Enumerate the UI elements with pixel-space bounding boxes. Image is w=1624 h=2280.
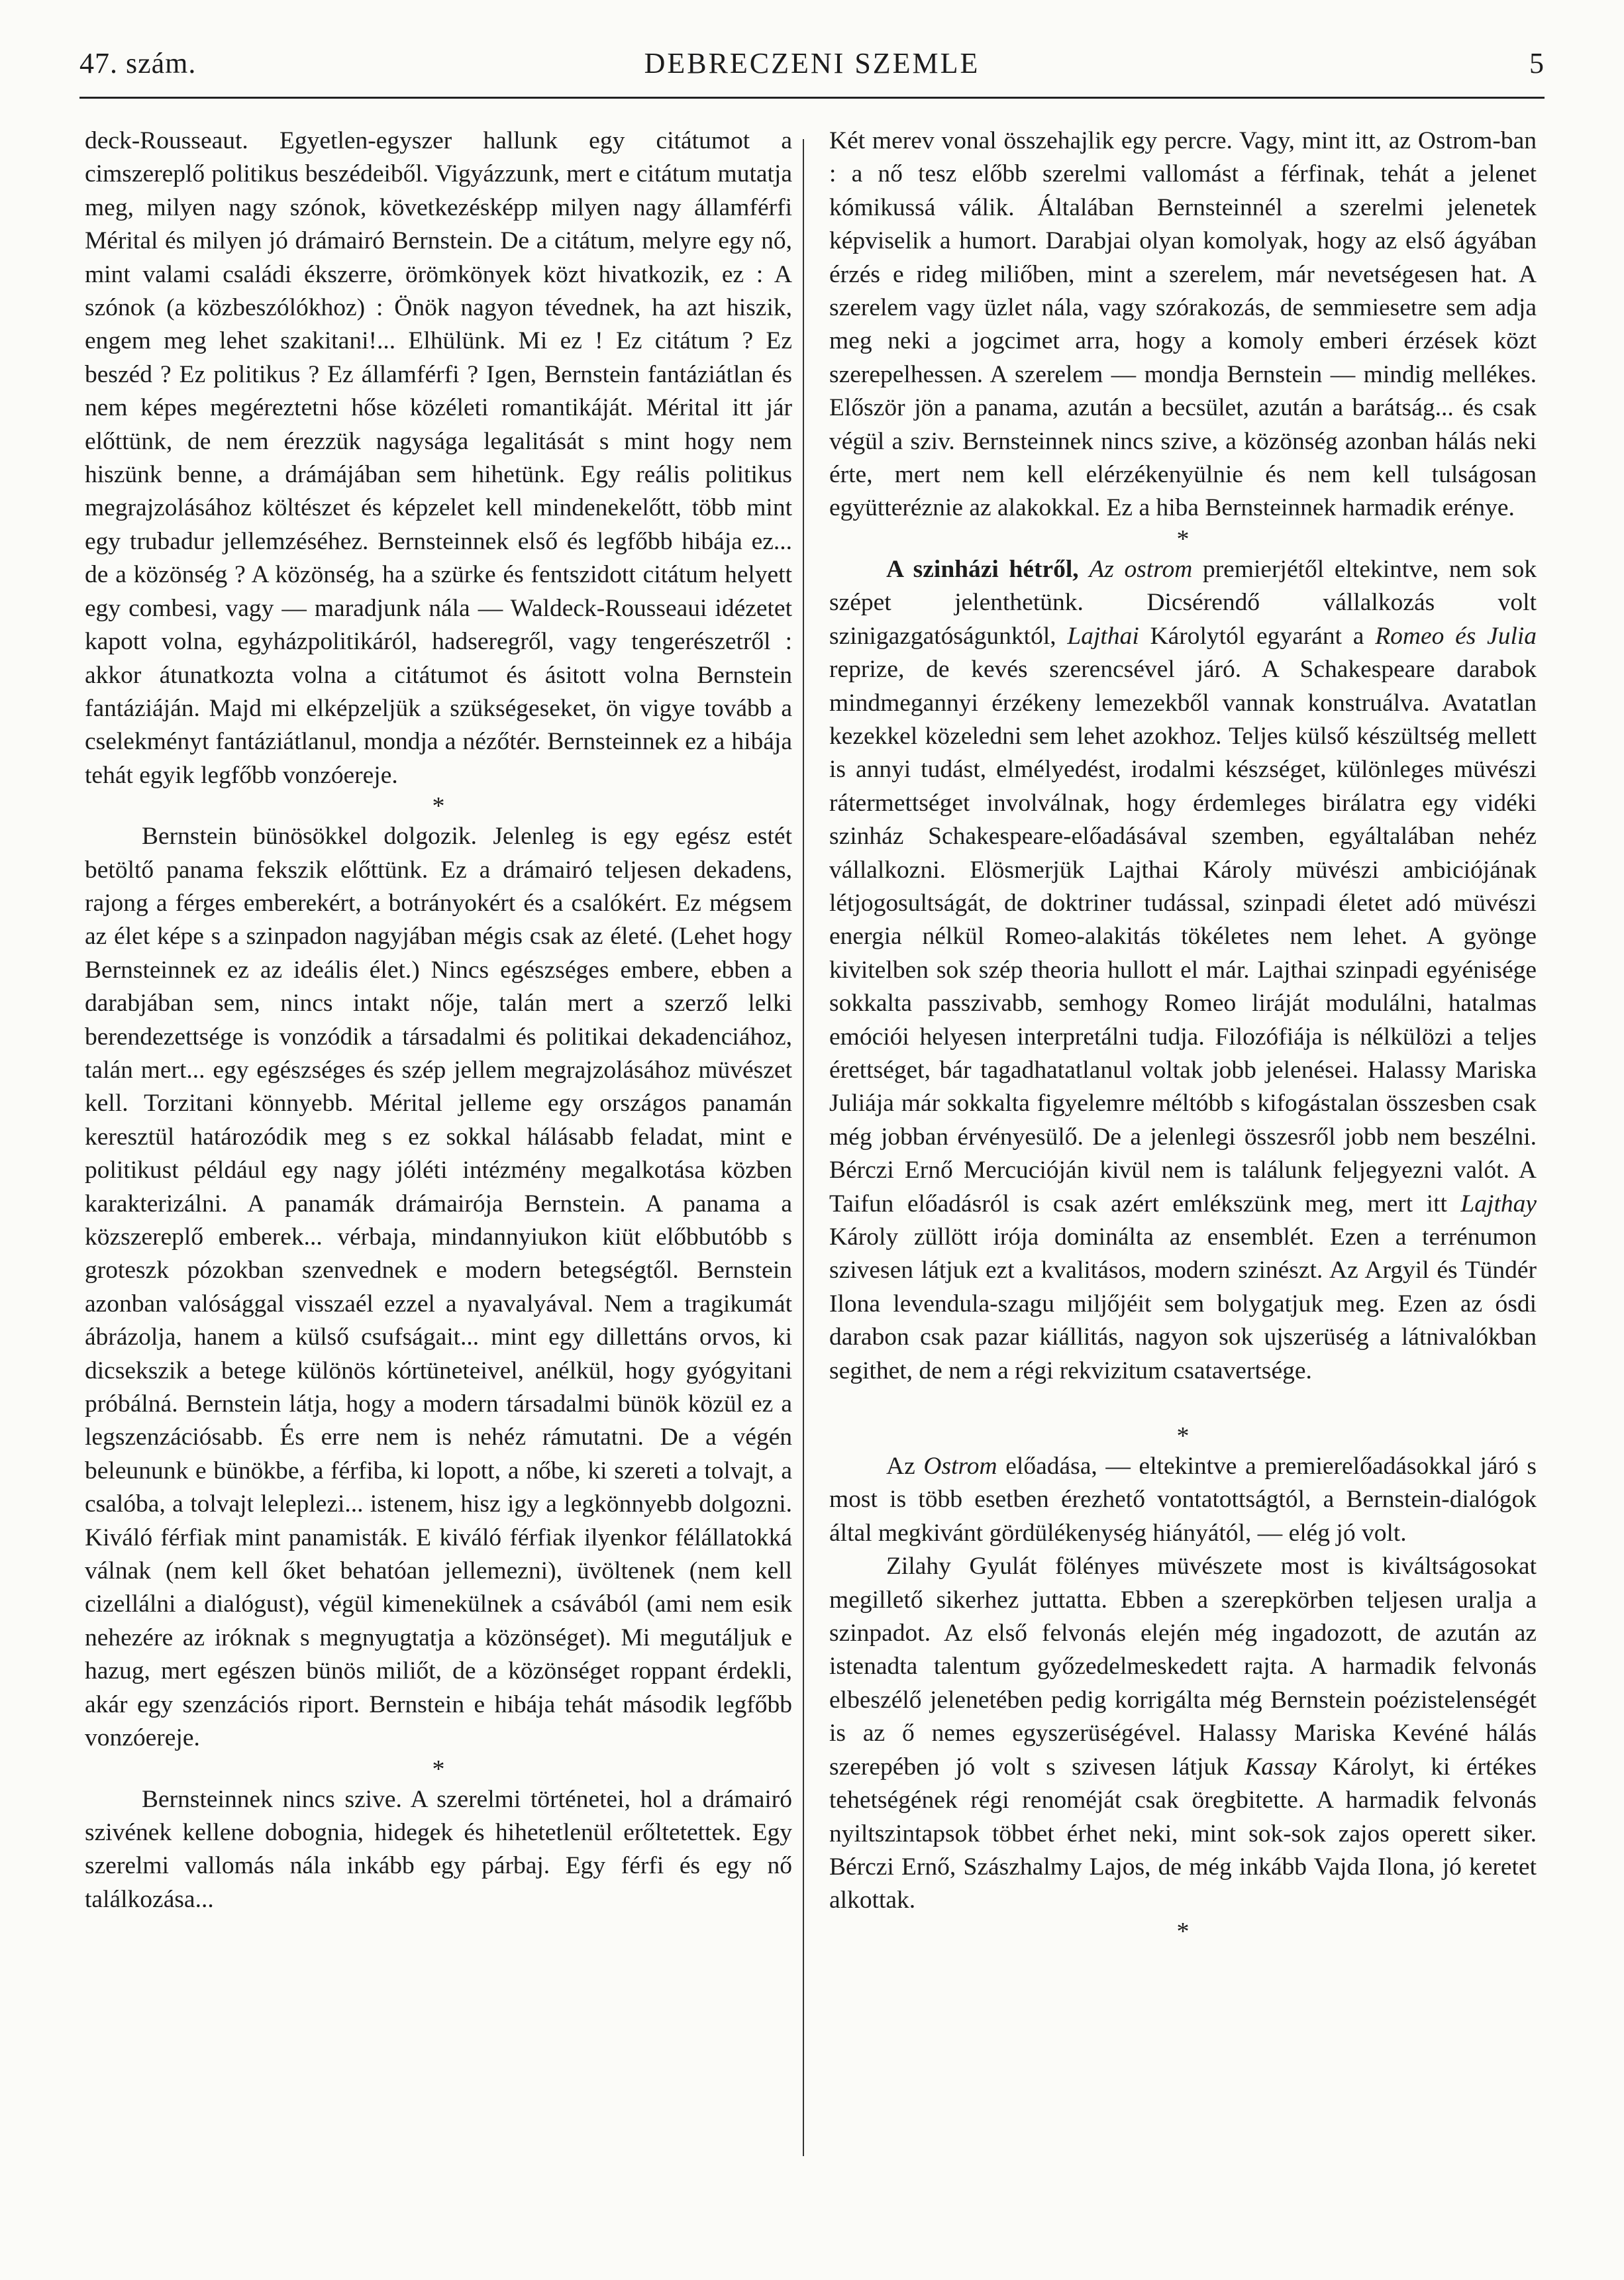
section-star: * [432, 1755, 445, 1783]
left-paragraph-1: deck-Rousseaut. Egyetlen-egyszer hallunk egy citátumot a cimszereplő politikus beszédeiből. Vigyázzunk, mert e citátum mutatja meg, milyen nagy szónok, következésképp milyen nagy államférfi Mérital és milyen jó drámairó Bernstein. De a citátum, melyre egy nő, mint valami családi ékszerre, örömkönyek közt hivatkozik, ez : A szónok (a közbeszólókhoz) : Önök nagyon tévednek, ha azt hiszik, engem meg lehet szakitani!... Elhülünk. Mi ez ! Ez citátum ? Ez beszéd ? Ez politikus ? Ez államférfi ? Igen, Bernstein fantáziátlan és nem képes megéreztetni hőse közéleti romantikáját. Mérital itt jár előttünk, de nem érezzük nagysága legalitását s mint hogy nem hiszünk benne, a drámájában sem hihetünk. Egy reális politikus megrajzolásához költészet és képzelet kell mindenekelőtt, több mint egy trubadur jellemzéséhez. Bernsteinnek első és legfőbb hibája ez... de a közönség ? A közönség, ha a szürke és fentszidott citátum helyett egy combesi, vagy — maradjunk nála — Waldeck-Rousseaui idézetet kapott volna, egyházpolitikáról, hadseregről, vagy tengerészetről : akkor átunatkozta volna a citátumot és ásitott volna Bernstein fantáziáján. Majd mi elképzeljük a szükségeseket, ön vigye tovább a cselekményt fantáziátlanul, mondja a nézőtér. Bernsteinnek ez a hibája tehát egyik legfőbb vonzóereje. [85, 127, 792, 789]
left-paragraph-2: Bernstein bünösökkel dolgozik. Jelenleg is egy egész estét betöltő panama fekszik előttünk. Ez a drámairó teljesen dekadens, rajong a férges emberekért, a botrányokért és a csalókért. Ez mégsem az élet képe s a szinpadon nagyjában mégis csak az életé. (Lehet hogy Bernsteinnek ez az ideális élet.) Nincs egészséges embere, ebben a darabjában sem, nincs intakt nője, talán mert a szerző lelki berendezettsége is vonzódik a társadalmi és politikai dekadenciához, talán mert... egy egészséges és szép jellem megrajzolásához müvészet kell. Torzitani könnyebb. Mérital jelleme egy országos panamán keresztül határozódik meg s ez sokkal hálásabb feladat, mint e politikust például egy nagy jóléti intézmény megalkotása közben karakterizálni. A panamák drámairója Bernstein. A panama a közszereplő emberek... vérbaja, mindannyiukon kiüt előbbutóbb s groteszk pózokban szenvednek e modern betegségtől. Bernstein azonban valósággal visszaél ezzel a nyavalyával. Nem a tragikumát ábrázolja, hanem a külső csufságait... mint egy dillettáns orvos, ki dicsekszik a betege különös kórtüneteivel, anélkül, hogy gyógyitani próbálná. Bernstein látja, hogy a modern társadalmi bünök közül ez a legszenzációsabb. És erre nem is nehéz rámutatni. De a végén beleununk e bünökbe, a férfiba, ki lopott, a nőbe, ki szereti a tolvajt, a csalóba, a tolvajt leleplezi... istenem, hisz igy a legkönnyebb dolgozni. Kiváló férfiak mint panamisták. E kiváló férfiak ilyenkor félállatokká válnak (nem kell őket behatóan jellemezni), üvöltenek (nem kell cizellálni a dialógust), végül kimenekülnek a csávából (ami nem esik nehezére az iróknak s megnyugtatja a közönséget). Mi megutáljuk e hazug, mert egészen bünös miliőt, de a közönséget roppant érdekli, akár egy szenzációs riport. Bernstein e hibája tehát második legfőbb vonzóereje. [85, 823, 792, 1752]
page-number: 5 [1529, 47, 1545, 79]
section-star: * [432, 792, 445, 821]
spacer [829, 1388, 1537, 1422]
play-title: Az ostrom [1089, 555, 1193, 583]
ostrom-paragraph: Az Ostrom előadása, — eltekintve a premierelőadásokkal járó s most is több esetben érezhető vontatottságtól, a Bernstein-dialógok által megkivánt gördülékenység hiányától, — elég jó volt. [829, 1453, 1537, 1547]
theatre-week-paragraph: A szinházi hétről, Az ostrom premierjétől eltekintve, nem sok szépet jelenthetünk. Dicsérendő vállalkozás volt szinigazgatóságunktól, Lajthai Károlytól egyaránt a Romeo és Julia reprize, de kevés szerencsével járó. A Schakespeare darabok mindmegannyi érzékeny lemezekből vannak konstruálva. Avatatlan kezekkel közeledni sem lehet azokhoz. Teljes külső készültség mellett is annyi tudást, elmélyedést, irodalmi készséget, különleges müvészi rátermettséget involválnak, hogy érdemleges birálatra egy vidéki szinház Schakespeare-előadásával szemben, egyáltalában nehéz vállalkozni. Elösmerjük Lajthai Károly müvészi ambiciójának létjogosultságát, de doktriner tudással, szinpadi életet adó müvészi energia nélkül Romeo-alakitás tökéletes nem lehet. A gyönge kivitelben sok szép theoria hullott el már. Lajthai szinpadi egyénisége sokkalta passzivabb, semhogy Romeo liráját modulálni, hatalmas emóciói helyesen interpretálni tudja. Filozófiája is nélkülözi a teljes érettséget, bár tagadhatatlanul voltak jobb jelenései. Halassy Mariska Juliája már sokkalta figyelemre méltóbb s kifogástalan összesben csak még jobban érvényesülő. De a jelenlegi összesről jobb nem beszélni. Bérczi Ernő Mercucióján kivül nem is találunk feljegyezni valót. A Taifun előadásról is csak azért emlékszünk meg, mert itt Lajthay Károly züllött irója dominálta az ensemblét. Ezen a terrénumon szivesen látjuk ezt a kvalitásos, modern szinészt. Az Argyil és Tündér Ilona levendula-szagu miljőjéit sem bolygatjuk meg. Ezen az ósdi darabon csak pazar kiállitás, nagyon sok ujszerüség a látnivalókban segithet, de nem a régi rekvizitum csatavertsége. [829, 555, 1537, 1384]
play-title: Ostrom [923, 1453, 997, 1480]
left-column [85, 125, 792, 1916]
section-star: * [1176, 525, 1190, 553]
header-rule [79, 97, 1545, 99]
page-header [79, 46, 1545, 98]
column-divider [803, 139, 804, 2156]
section-star: * [1176, 1422, 1190, 1451]
right-paragraph-1: Két merev vonal összehajlik egy percre. Vagy, mint itt, az Ostrom-ban : a nő tesz előbb szerelmi vallomást a férfinak, tehát a jelenet kómikussá válik. Általában Bernsteinnél a szerelmi jelenetek képviselik a humort. Darabjai olyan komolyak, hogy az első ágyában érzés e rideg miliőben, mint a szerelem, már nevetségesen hat. A szerelem vagy üzlet nála, vagy szórakozás, de semmiesetre sem adja meg neki a jogcimet arra, hogy a komoly emberi érzések közt szerepelhessen. A szerelem — mondja Bernstein — mindig mellékes. Először jön a panama, azután a becsület, azután a barátság... és csak végül a sziv. Bernsteinnek nincs szive, a közönség azonban hálás neki érte, mert nem kell elérzékenyülnie és nem kell tulságosan együtteréznie az alakokkal. Ez a hiba Bernsteinnek harmadik erénye. [829, 127, 1537, 522]
journal-title: DEBRECZENI SZEMLE [644, 47, 980, 79]
right-column [829, 125, 1537, 1945]
actor-name: Lajthai [1067, 622, 1139, 650]
actor-name: Kassay [1244, 1753, 1317, 1781]
section-star: * [1176, 1917, 1190, 1945]
play-title: Romeo és Julia [1375, 622, 1537, 650]
zilahy-paragraph: Zilahy Gyulát fölényes müvészete most is kiváltságosokat megillető sikerhez juttatta. Ebben a szerepkörben teljesen uralja a szinpadot. Az első felvonás elején még ingadozott, de azután az istenadta talentum győzedelmeskedett rajta. A harmadik felvonás elbeszélő jelenetében pedig korrigálta még Bernstein poézistelenségét is az ő nemes egyszerüségével. Halassy Mariska Kevéné hálás szerepében jó volt s szivesen látjuk Kassay Károlyt, ki értékes tehetségének régi renoméját csak öregbitette. A harmadik felvonás nyiltszintapsok többet érhet neki, mint sok-sok zajos operett siker. Bérczi Ernő, Szászhalmy Lajos, de még inkább Vajda Ilona, jó keretet alkottak. [829, 1553, 1537, 1914]
left-paragraph-3: Bernsteinnek nincs szive. A szerelmi történetei, hol a drámairó szivének kellene dobognia, hidegek és hihetetlenül erőltetettek. Egy szerelmi vallomás nála inkább egy párbaj. Egy férfi és egy nő találkozása... [85, 1785, 792, 1913]
issue-number: 47. szám. [79, 47, 197, 79]
actor-name: Lajthay [1460, 1190, 1537, 1218]
section-heading: A szinházi hétről, [886, 555, 1079, 583]
